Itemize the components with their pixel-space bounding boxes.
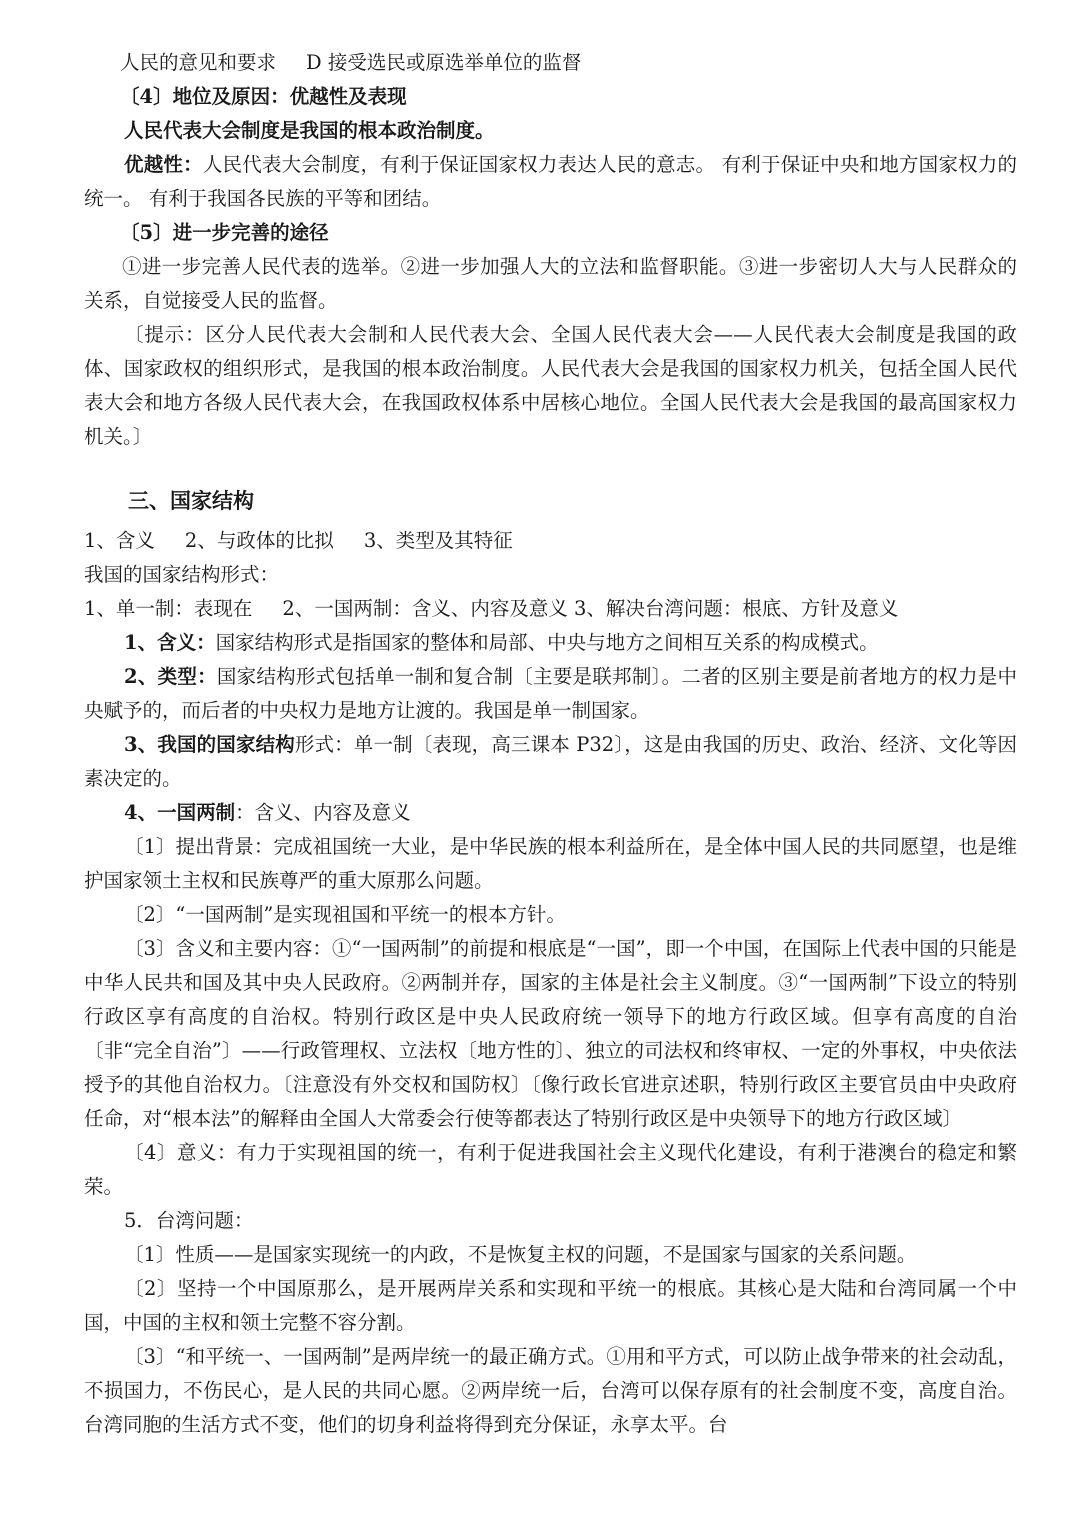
para-two-systems-label: 4、一国两制 [124, 801, 236, 824]
para-our-structure [84, 728, 1017, 796]
taiwan-item-2: 〔2〕坚持一个中国原那么，是开展两岸关系和实现和平统一的根底。其核心是大陆和台湾同属一个中国，中国的主权和领土完整不容分割。 [84, 1277, 1017, 1334]
para-types-label: 2、类型： [124, 665, 217, 688]
advantages-paragraph [84, 148, 1017, 216]
para-meaning [84, 626, 1017, 660]
tip-paragraph: 〔提示：区分人民代表大会制和人民代表大会、全国人民代表大会——人民代表大会制度是我国的政体、国家政权的组织形式，是我国的根本政治制度。人民代表大会是我国的国家权力机关，包括全国人民代表大会和地方各级人民代表大会，在我国政权体系中居核心地位。全国人民代表大会是我国的最高国家权力机关。〕 [84, 323, 1017, 448]
taiwan-item-3: 〔3〕“和平统一、一国两制”是两岸统一的最正确方式。①用和平方式，可以防止战争带来的社会动乱，不损国力，不伤民心，是人民的共同心愿。②两岸统一后，台湾可以保存原有的社会制度不变，高度自治。台湾同胞的生活方式不变，他们的切身利益将得到充分保证，永享太平。台 [84, 1345, 1017, 1436]
taiwan-item-1: 〔1〕性质——是国家实现统一的内政，不是恢复主权的问题，不是国家与国家的关系问题。 [124, 1243, 917, 1266]
line-opinion [84, 46, 1017, 80]
outline-two-systems: 2、一国两制：含义、内容及意义 3、解决台湾问题：根底、方针及意义 [282, 597, 899, 620]
outline-line-1 [84, 524, 1017, 558]
para-two-systems [84, 796, 1017, 830]
text-opinion: 人民的意见和要求 [120, 51, 277, 74]
section-4-title: 〔4〕地位及原因：优越性及表现 [120, 85, 407, 108]
outline-item-2: 2、与政体的比拟 [184, 529, 334, 552]
outline-item-3: 3、类型及其特征 [363, 529, 513, 552]
para-meaning-label: 1、含义： [124, 631, 216, 654]
item-significance: 〔4〕意义：有力于实现祖国的统一，有利于促进我国社会主义现代化建设，有利于港澳台的稳定和繁荣。 [84, 1141, 1017, 1198]
section-5-title: 〔5〕进一步完善的途径 [120, 221, 329, 244]
para-types [84, 660, 1017, 728]
advantages-text: 人民代表大会制度，有利于保证国家权力表达人民的意志。 有利于保证中央和地方国家权力的统一。 有利于我国各民族的平等和团结。 [84, 153, 1017, 210]
outline-line-3 [84, 592, 1017, 626]
item-background: 〔1〕提出背景：完成祖国统一大业，是中华民族的根本利益所在，是全体中国人民的共同愿望，也是维护国家领土主权和民族尊严的重大原那么问题。 [84, 835, 1017, 892]
item-basic-policy: 〔2〕“一国两制”是实现祖国和平统一的根本方针。 [124, 903, 566, 926]
para-types-text: 国家结构形式包括单一制和复合制〔主要是联邦制〕。二者的区别主要是前者地方的权力是中央赋予的，而后者的中央权力是地方让渡的。我国是单一制国家。 [84, 665, 1017, 722]
para-two-systems-text: ：含义、内容及意义 [235, 801, 411, 824]
advantages-label: 优越性： [124, 153, 203, 176]
outline-line-2: 我国的国家结构形式： [84, 563, 280, 586]
core-statement: 人民代表大会制度是我国的根本政治制度。 [124, 119, 495, 142]
para-our-structure-text: 形式：单一制〔表现，高三课本 P32〕，这是由我国的历史、政治、经济、文化等因素决定的。 [84, 733, 1017, 790]
section-5-text: ①进一步完善人民代表的选举。②进一步加强人大的立法和监督职能。③进一步密切人大与人民群众的关系，自觉接受人民的监督。 [84, 255, 1017, 312]
taiwan-title: 5．台湾问题： [124, 1209, 254, 1232]
outline-item-1: 1、含义 [84, 529, 155, 552]
outline-unitary: 1、单一制：表现在 [84, 597, 253, 620]
text-supervision: D 接受选民或原选举单位的监督 [306, 51, 582, 74]
para-our-structure-label: 3、我国的国家结构 [124, 733, 295, 756]
section-3-heading: 三、国家结构 [128, 489, 254, 513]
item-content: 〔3〕含义和主要内容：①“一国两制”的前提和根底是“一国”，即一个中国，在国际上代表中国的只能是中华人民共和国及其中央人民政府。②两制并存，国家的主体是社会主义制度。③“一国两制”下设立的特别行政区享有高度的自治权。特别行政区是中央人民政府统一领导下的地方行政区域。但享有高度的自治〔非“完全自治”〕——行政管理权、立法权〔地方性的〕、独立的司法权和终审权、一定的外事权，中央依法授予的其他自治权力。〔注意没有外交权和国防权〕〔像行政长官进京述职，特别行政区主要官员由中央政府任命，对“根本法”的解释由全国人大常委会行使等都表达了特别行政区是中央领导下的地方行政区域〕 [84, 937, 1017, 1130]
para-meaning-text: 国家结构形式是指国家的整体和局部、中央与地方之间相互关系的构成模式。 [215, 631, 879, 654]
